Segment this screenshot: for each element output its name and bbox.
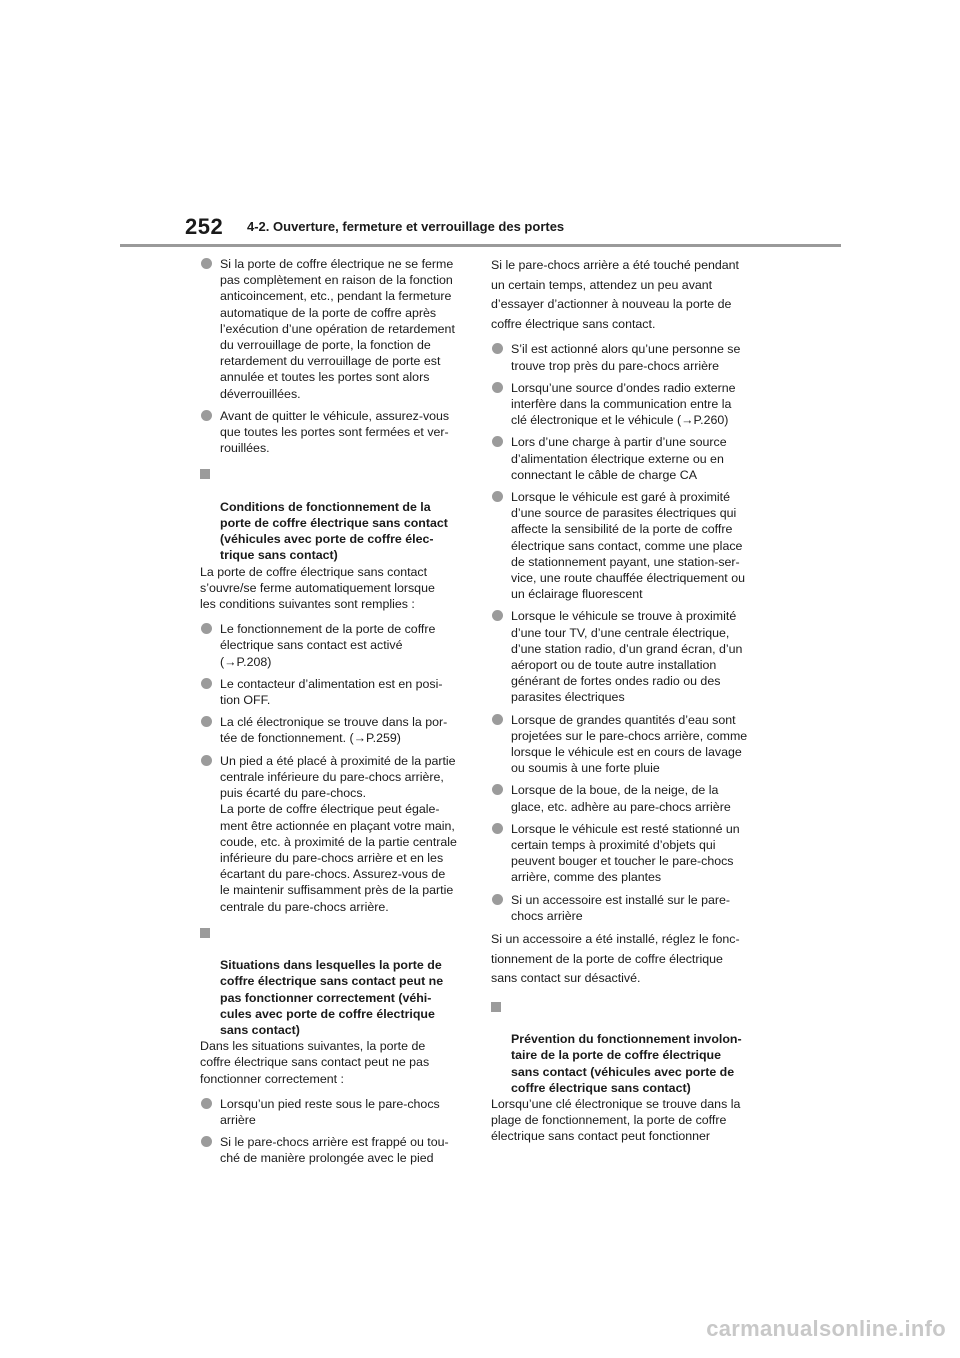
list-item bbox=[491, 892, 753, 924]
bullet-dot-icon bbox=[201, 716, 212, 727]
list-item-text: Lorsqu’une source d’ondes radio externe interfère dans la communication entre la clé électronique et le véhicule (→P.260) bbox=[511, 380, 736, 428]
list-item bbox=[491, 712, 753, 777]
list-item-text: Lorsque le véhicule est resté stationné un certain temps à proximité d’objets qui peuvent bouger et toucher le pare-chocs arrière, comme des plantes bbox=[511, 821, 740, 885]
square-marker-icon bbox=[491, 1002, 501, 1012]
section-heading bbox=[200, 466, 470, 563]
list-item bbox=[200, 621, 470, 670]
list-item-text: Lorsqu’un pied reste sous le pare-chocs arrière bbox=[220, 1096, 440, 1127]
header-divider bbox=[120, 244, 841, 247]
list-item bbox=[200, 753, 470, 915]
bullet-dot-icon bbox=[492, 343, 503, 354]
bullet-dot-icon bbox=[201, 755, 212, 766]
page-number: 252 bbox=[185, 214, 224, 239]
square-marker-icon bbox=[200, 469, 210, 479]
paragraph: Si le pare-chocs arrière a été touché pendant un certain temps, attendez un peu avant d’essayer d’actionner à nouveau la porte de coffre électrique sans contact. bbox=[491, 258, 739, 331]
bullet-dot-icon bbox=[492, 610, 503, 621]
bullet-dot-icon bbox=[492, 382, 503, 393]
list-item bbox=[491, 608, 753, 705]
paragraph: Si un accessoire a été installé, réglez le fonc- tionnement de la porte de coffre électrique sans contact sur désactivé. bbox=[491, 932, 740, 986]
right-column bbox=[491, 256, 753, 1154]
section-heading bbox=[491, 999, 753, 1096]
list-item bbox=[200, 714, 470, 746]
list-item-text: Si la porte de coffre électrique ne se ferme pas complètement en raison de la fonction anticoincement, etc., pendant la fermeture automatique de la porte de coffre après l’exécution d’une opération de retardement du verrouillage de porte, la fonction de retardement du verrouillage de porte est annulée et toutes les portes sont alors déverrouillées. bbox=[220, 257, 455, 401]
watermark: carmanualsonline.info bbox=[706, 1316, 946, 1341]
list-item-text: Avant de quitter le véhicule, assurez-vous que toutes les portes sont fermées et ver- rouillées. bbox=[220, 408, 450, 456]
list-item bbox=[200, 408, 470, 457]
paragraph: La porte de coffre électrique sans contact s’ouvre/se ferme automatiquement lorsque les conditions suivantes sont remplies : bbox=[200, 564, 435, 612]
bullet-dot-icon bbox=[201, 258, 212, 269]
chapter-title: 4-2. Ouverture, fermeture et verrouillage des portes bbox=[247, 219, 565, 234]
bullet-dot-icon bbox=[201, 1098, 212, 1109]
section-heading-text: Prévention du fonctionnement involon- taire de la porte de coffre électrique sans contact (véhicules avec porte de coffre électrique sans contact) bbox=[511, 1032, 742, 1095]
bullet-dot-icon bbox=[492, 894, 503, 905]
bullet-dot-icon bbox=[492, 714, 503, 725]
list-item-text: Lorsque le véhicule est garé à proximité d’une source de parasites électriques qui affecte la sensibilité de la porte de coffre électrique sans contact, comme une place de stationnement payant, une station-ser- vice, une route chauffée électriquement ou un éclairage fluorescent bbox=[511, 490, 745, 602]
bullet-dot-icon bbox=[201, 678, 212, 689]
bullet-dot-icon bbox=[492, 436, 503, 447]
list-item-text: Lorsque de grandes quantités d’eau sont projetées sur le pare-chocs arrière, comme lorsque le véhicule est en cours de lavage ou soumis à une forte pluie bbox=[511, 712, 748, 776]
bullet-dot-icon bbox=[492, 784, 503, 795]
section-heading-text: Conditions de fonctionnement de la porte de coffre électrique sans contact (véhicules avec porte de coffre élec- trique sans contact) bbox=[220, 499, 448, 563]
list-item-text: Le fonctionnement de la porte de coffre électrique sans contact est activé (→P.208) bbox=[220, 622, 436, 669]
list-item-text: Lorsque le véhicule se trouve à proximité d’une tour TV, d’une centrale électrique, d’une station radio, d’un grand écran, d’un aéroport ou de toute autre installation générant de fortes ondes radio ou des parasites électriques bbox=[511, 609, 743, 705]
list-item-text: S’il est actionné alors qu’une personne se trouve trop près du pare-chocs arrière bbox=[511, 342, 741, 373]
list-item bbox=[200, 676, 470, 708]
list-item-text: Si le pare-chocs arrière est frappé ou tou- ché de manière prolongée avec le pied bbox=[220, 1135, 449, 1166]
list-item bbox=[200, 1096, 470, 1128]
bullet-dot-icon bbox=[201, 623, 212, 634]
section-heading-text: Situations dans lesquelles la porte de coffre électrique sans contact peut ne pas fonctionner correctement (véhi- cules avec porte de coffre électrique sans contact) bbox=[220, 958, 444, 1037]
list-item bbox=[491, 782, 753, 814]
paragraph: Lorsqu’une clé électronique se trouve dans la plage de fonctionnement, la porte de coffre électrique sans contact peut fonctionner bbox=[491, 1097, 741, 1144]
square-marker-icon bbox=[200, 928, 210, 938]
section-heading bbox=[200, 925, 470, 1038]
list-item bbox=[200, 256, 470, 402]
bullet-dot-icon bbox=[492, 491, 503, 502]
list-item-text: Un pied a été placé à proximité de la partie centrale inférieure du pare-chocs arrière, puis écarté du pare-chocs. La porte de coffre électrique peut égale- ment être actionnée en plaçant votre main, coude, etc. à proximité de la partie centrale inférieure du pare-chocs arrière et en les écartant du pare-chocs. Assurez-vous de le maintenir suffisamment près de la partie centrale du pare-chocs arrière. bbox=[220, 753, 457, 914]
list-item bbox=[491, 489, 753, 602]
paragraph: Dans les situations suivantes, la porte de coffre électrique sans contact peut ne pas fonctionner correctement : bbox=[200, 1039, 430, 1086]
list-item-text: Lorsque de la boue, de la neige, de la glace, etc. adhère au pare-chocs arrière bbox=[511, 783, 731, 814]
list-item bbox=[491, 821, 753, 886]
bullet-dot-icon bbox=[492, 823, 503, 834]
list-item-text: Lors d’une charge à partir d’une source d’alimentation électrique externe ou en connectant le câble de charge CA bbox=[511, 435, 727, 482]
left-column bbox=[200, 256, 470, 1173]
list-item-text: La clé électronique se trouve dans la por- tée de fonctionnement. (→P.259) bbox=[220, 715, 448, 746]
list-item bbox=[491, 341, 753, 373]
list-item bbox=[200, 1134, 470, 1166]
list-item bbox=[491, 380, 753, 429]
list-item-text: Le contacteur d’alimentation est en posi- tion OFF. bbox=[220, 676, 443, 708]
list-item-text: Si un accessoire est installé sur le pare- chocs arrière bbox=[511, 892, 731, 923]
list-item bbox=[491, 434, 753, 483]
bullet-dot-icon bbox=[201, 1136, 212, 1147]
bullet-dot-icon bbox=[201, 410, 212, 421]
